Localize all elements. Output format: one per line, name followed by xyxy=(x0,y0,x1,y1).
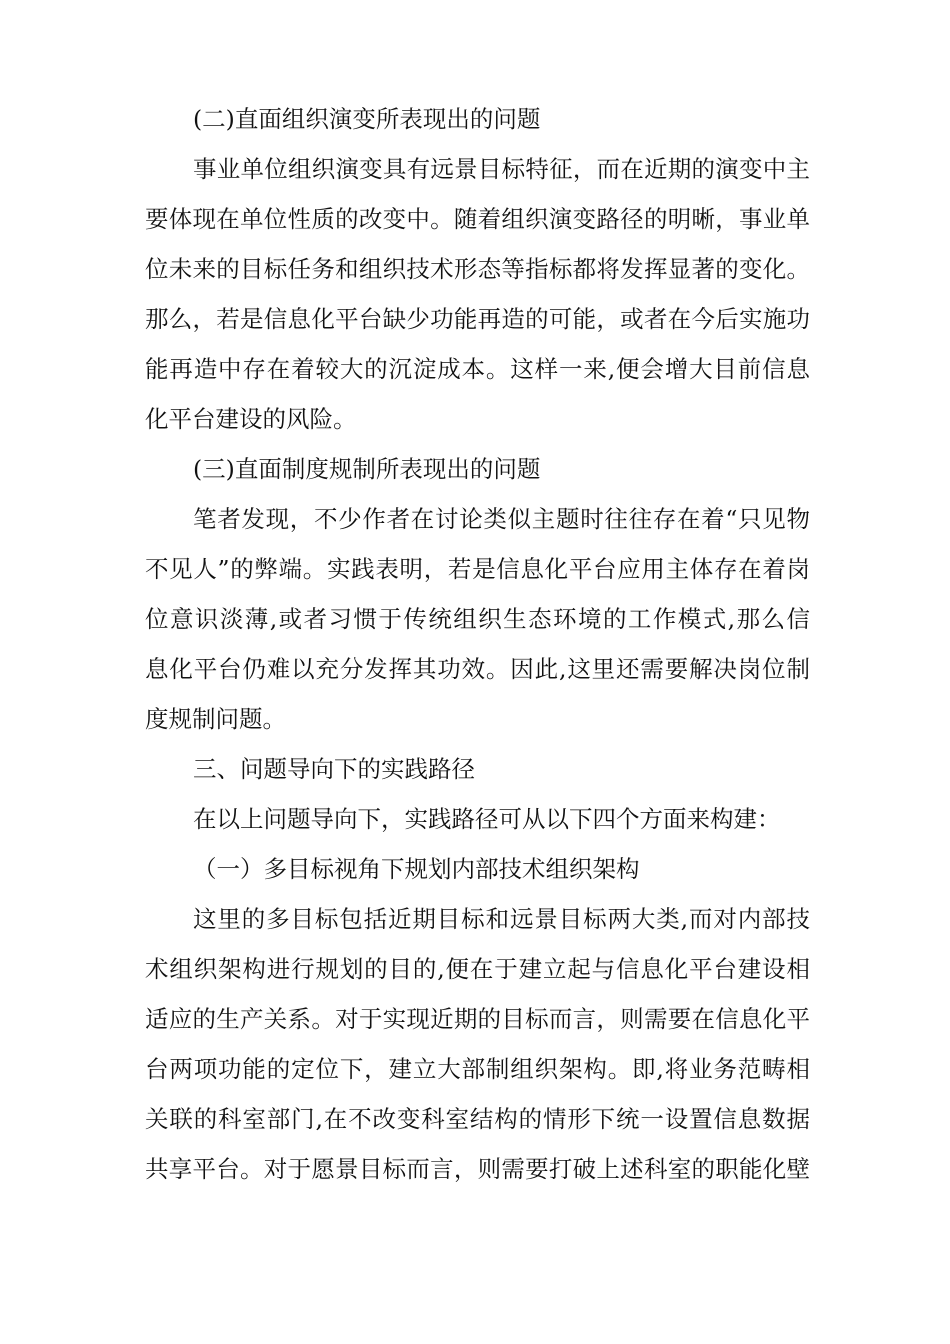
paragraph-line: 能再造中存在着较大的沉淀成本。这样一来,便会增大目前信息 xyxy=(145,355,810,383)
paragraph-line: 度规制问题。 xyxy=(145,705,286,733)
paragraph-line: 台两项功能的定位下，建立大部制组织架构。即,将业务范畴相 xyxy=(145,1055,810,1083)
paragraph-line: 化平台建设的风险。 xyxy=(145,405,357,433)
paragraph-line: 事业单位组织演变具有远景目标特征，而在近期的演变中主 xyxy=(193,155,810,183)
heading-chapter-3: 三、问题导向下的实践路径 xyxy=(193,755,475,783)
heading-section-3: (三)直面制度规制所表现出的问题 xyxy=(193,455,541,483)
paragraph-line: 要体现在单位性质的改变中。随着组织演变路径的明晰，事业单 xyxy=(145,205,810,233)
paragraph-line: 位意识淡薄,或者习惯于传统组织生态环境的工作模式,那么信 xyxy=(145,605,810,633)
paragraph-line: 关联的科室部门,在不改变科室结构的情形下统一设置信息数据 xyxy=(145,1105,810,1133)
paragraph-line: 不见人”的弊端。实践表明，若是信息化平台应用主体存在着岗 xyxy=(145,555,810,583)
paragraph-line: 适应的生产关系。对于实现近期的目标而言，则需要在信息化平 xyxy=(145,1005,810,1033)
paragraph-line: 共享平台。对于愿景目标而言，则需要打破上述科室的职能化壁 xyxy=(145,1155,810,1183)
paragraph-line: 息化平台仍难以充分发挥其功效。因此,这里还需要解决岗位制 xyxy=(145,655,810,683)
paragraph-line: 这里的多目标包括近期目标和远景目标两大类,而对内部技 xyxy=(193,905,810,933)
heading-section-2: (二)直面组织演变所表现出的问题 xyxy=(193,105,541,133)
paragraph-line: 术组织架构进行规划的目的,便在于建立起与信息化平台建设相 xyxy=(145,955,810,983)
paragraph-line: 位未来的目标任务和组织技术形态等指标都将发挥显著的变化。 xyxy=(145,255,810,283)
paragraph-line: 那么，若是信息化平台缺少功能再造的可能，或者在今后实施功 xyxy=(145,305,810,333)
paragraph-line: 笔者发现，不少作者在讨论类似主题时往往存在着“只见物 xyxy=(193,505,810,533)
paragraph-line: 在以上问题导向下，实践路径可从以下四个方面来构建： xyxy=(193,805,781,833)
heading-subsection-1: （一）多目标视角下规划内部技术组织架构 xyxy=(193,855,640,883)
